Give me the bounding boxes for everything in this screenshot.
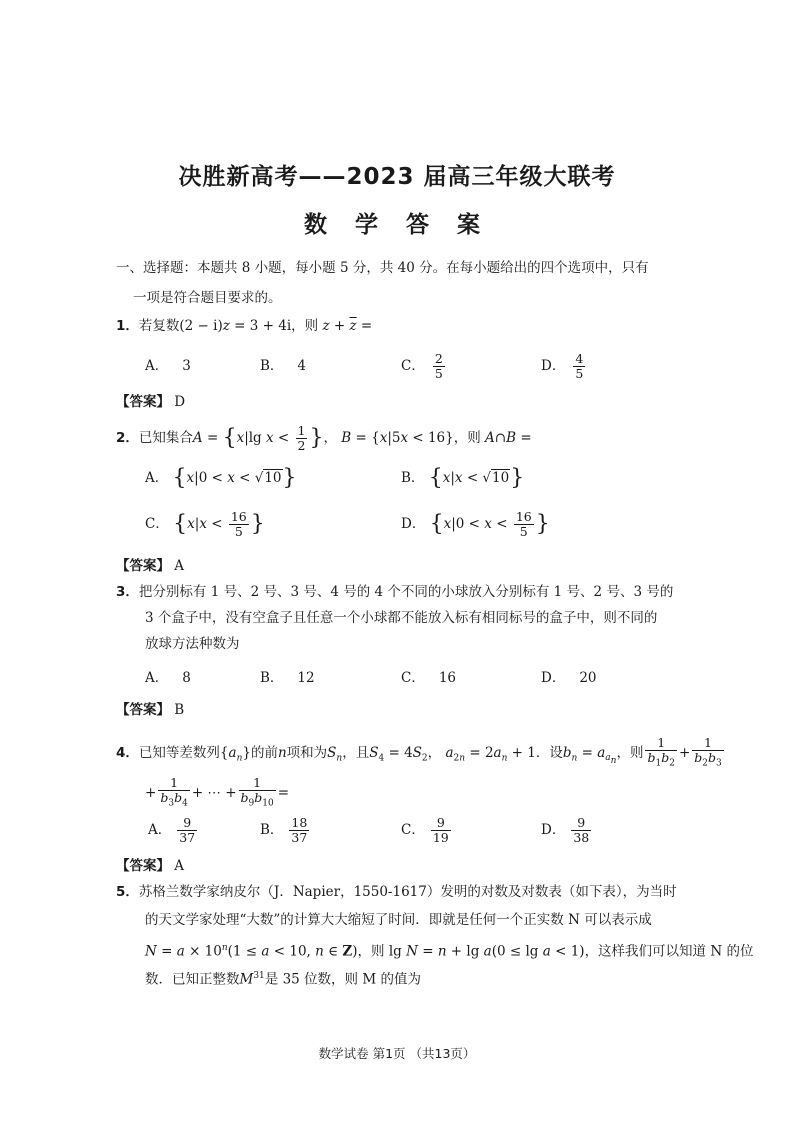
q3-option-a: A． 8: [145, 670, 191, 686]
q2-option-d: D． {x|0 < x < $\frac{16}{5}$ }: [401, 509, 550, 539]
q4-option-b: B． $\frac{18}{37}$: [260, 815, 308, 845]
question-3-line-3: 放球方法种数为: [145, 636, 240, 652]
q3-option-c: C． 16: [401, 670, 457, 686]
q1-answer: 【答案】 D: [116, 394, 186, 410]
page-subtitle: 数 学 答 案: [303, 212, 491, 238]
q4-option-d: D． $\frac{9}{38}$: [541, 815, 590, 845]
page-title: 决胜新高考——2023 届高三年级大联考: [178, 164, 616, 190]
question-2: 2．已知集合A = {x|lg x < $\frac{1}{2}$ }， B = {x|5x < 16}，则 A∩B =: [116, 423, 532, 453]
question-number: 1．: [116, 318, 139, 334]
q4-option-a: A． $\frac{9}{37}$: [148, 815, 196, 845]
question-number: 2．: [116, 430, 139, 446]
question-1: 1．若复数(2 − i)z = 3 + 4i，则 $z + \overline{z}$ =: [116, 318, 373, 334]
q1-option-a: A． 3: [145, 358, 191, 374]
question-5-line-4: 数．已知正整数$M^{31}$是 35 位数，则 M 的值为: [145, 971, 421, 988]
section-heading-line-1: 一、选择题：本题共 8 小题，每小题 5 分，共 40 分。在每小题给出的四个选项中，只有: [116, 260, 649, 276]
question-5-line-2: 的天文学家处理“大数”的计算大大缩短了时间．即就是任何一个正实数 N 可以表示成: [145, 912, 652, 928]
q3-option-b: B． 12: [260, 670, 315, 686]
question-4-line-2: + $\frac{1}{b_3b_4}$ + ⋯ + $\frac{1}{b_9b_{10}}$ =: [145, 775, 290, 809]
q4-option-c: C． $\frac{9}{19}$: [401, 815, 449, 845]
q2-option-c: C． {x|x < $\frac{16}{5}$ }: [145, 509, 265, 539]
q1-option-c: C． $\frac{2}{5}$: [401, 351, 443, 381]
question-3: 3．把分别标有 1 号、2 号、3 号、4 号的 4 个不同的小球放入分别标有 1 号、2 号、3 号的: [116, 584, 674, 600]
q3-option-d: D． 20: [541, 670, 597, 686]
section-heading-line-2: 一项是符合题目要求的。: [133, 290, 282, 306]
page-footer: 数学试卷 第1页 （共13页）: [318, 1046, 476, 1061]
q2-option-a: A． {x|0 < x < √10}: [145, 465, 297, 491]
question-3-line-2: 3 个盒子中，没有空盒子且任意一个小球都不能放入标有相同标号的盒子中，则不同的: [145, 610, 658, 626]
q1-option-b: B． 4: [260, 358, 307, 374]
question-number: 4．: [116, 744, 139, 761]
question-5-line-3: $N = a \times 10^n(1 \le a < 10$, n ∈ Z)，则 lg N = n + lg a(0 ≤ lg a < 1)，这样我们可以知道 N 的位: [145, 943, 754, 960]
question-5: 5．苏格兰数学家纳皮尔（J．Napier，1550-1617）发明的对数及对数表（如下表），为当时: [116, 884, 677, 900]
question-number: 5．: [116, 884, 139, 900]
q3-answer: 【答案】 B: [116, 702, 185, 718]
q1-option-d: D． $\frac{4}{5}$: [541, 351, 584, 381]
question-number: 3．: [116, 584, 139, 600]
question-4: 4．已知等差数列$\{a_n\}$的前n项和为$S_n$，且$S_4 = 4S_2$， $a_{2n} = 2a_n + 1$．设$b_n = a_{a_n}$，则 $\frac{1}{b_1b_2}$ + $\frac{1}{b_2b_3}$: [116, 735, 722, 769]
q2-option-b: B． {x|x < √10}: [401, 465, 525, 491]
q2-answer: 【答案】 A: [116, 558, 185, 574]
q4-answer: 【答案】 A: [116, 858, 185, 874]
